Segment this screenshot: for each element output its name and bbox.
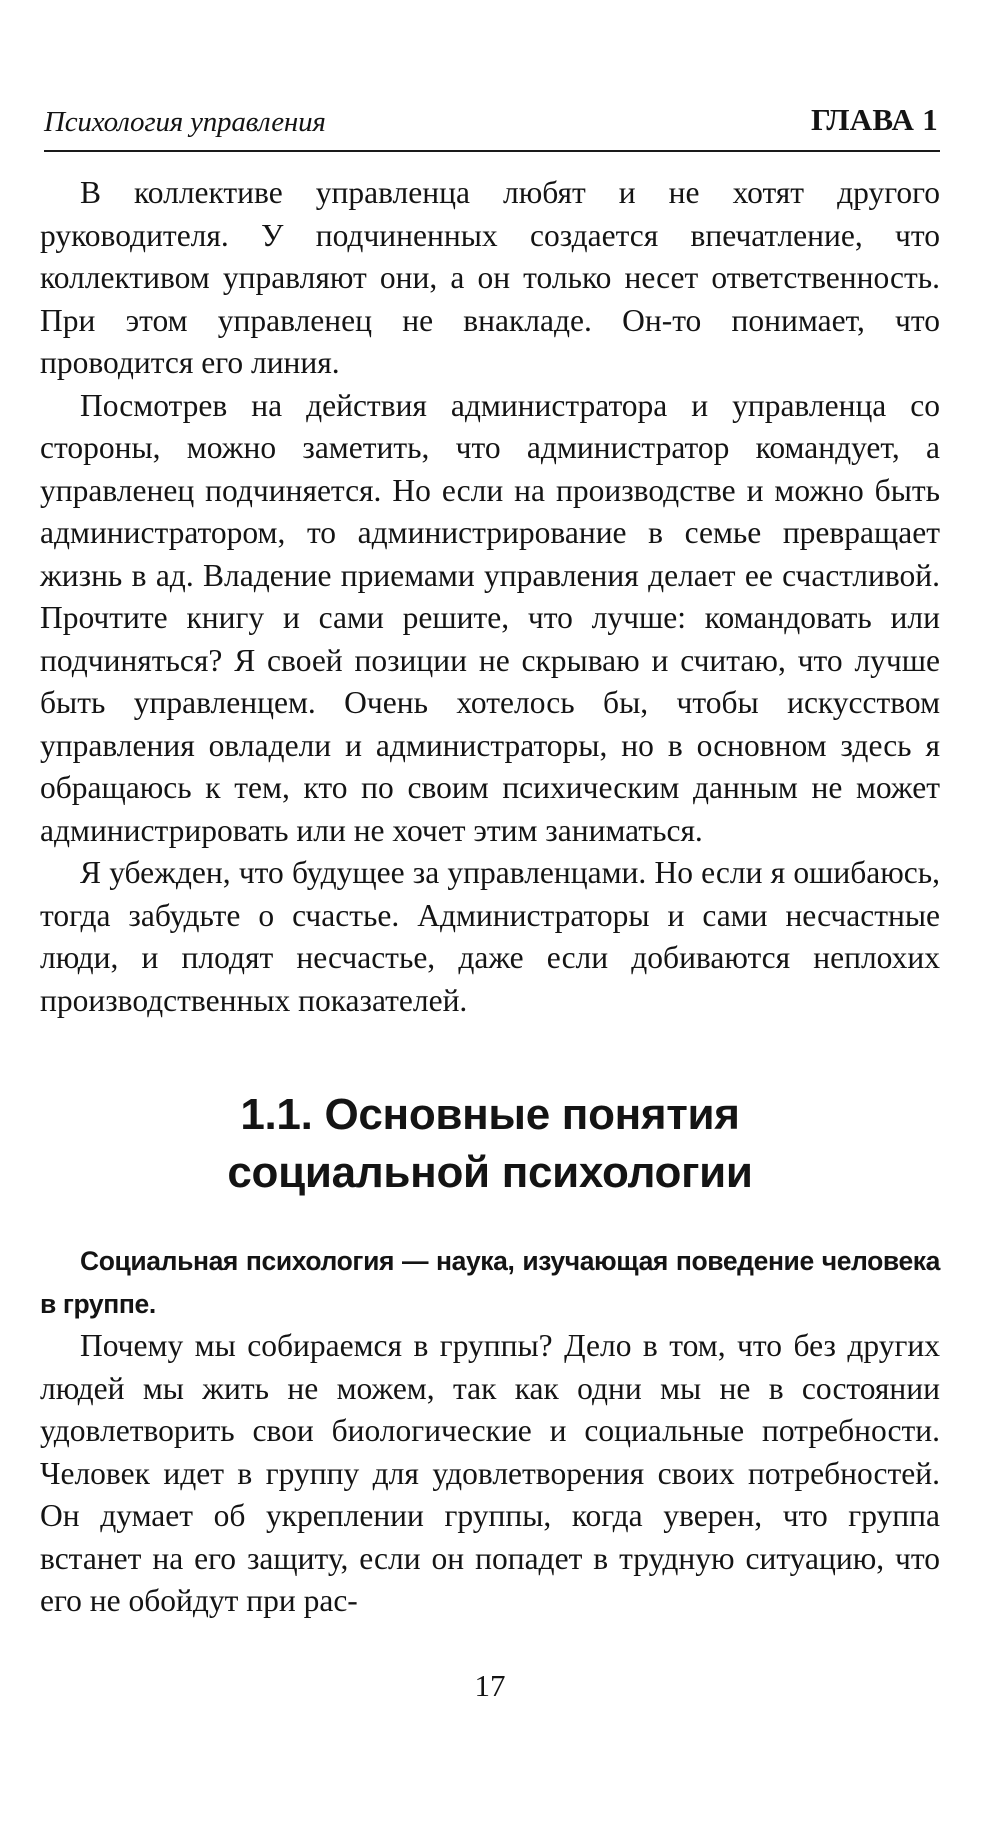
paragraph-2: Посмотрев на действия администратора и управленца со стороны, можно заметить, что администратор командует, а управленец подчиняется. Но если на производстве и можно быть администратором, то администрирование в семье превращает жизнь в ад. Владение приемами управления делает ее счастливой. Прочтите книгу и сами решите, что лучше: командовать или подчиняться? Я своей позиции не скрываю и считаю, что лучше быть управленцем. Очень хотелось бы, чтобы искусством управления овладели и администраторы, но в основном здесь я обращаюсь к тем, кто по своим психическим данным не может администрировать или не хочет этим заниматься. bbox=[40, 387, 940, 848]
section-heading-line-2: социальной психологии bbox=[227, 1148, 753, 1197]
definition-paragraph: Социальная психология — наука, изучающая поведение человека в группе. bbox=[40, 1246, 940, 1319]
body-text bbox=[40, 172, 940, 1623]
running-header-title: Психология управления bbox=[44, 106, 326, 138]
book-page bbox=[40, 0, 940, 1832]
section-heading-line-1: 1.1. Основные понятия bbox=[240, 1090, 740, 1139]
paragraph-4: Почему мы собираемся в группы? Дело в том, что без других людей мы жить не можем, так как одни мы не в состоянии удовлетворить свои биологические и социальные потребности. Человек идет в группу для удовлетворения своих потребностей. Он думает об укреплении группы, когда уверен, что группа встанет на его защиту, если он попадет в трудную ситуацию, что его не обойдут при рас- bbox=[40, 1328, 940, 1618]
paragraph-3: Я убежден, что будущее за управленцами. Но если я ошибаюсь, тогда забудьте о счастье. Администраторы и сами несчастные люди, и плодят несчастье, даже если добиваются неплохих производственных показателей. bbox=[40, 855, 940, 1018]
page-number: 17 bbox=[474, 1668, 506, 1703]
running-header bbox=[44, 100, 940, 152]
chapter-label: ГЛАВА 1 bbox=[811, 102, 938, 137]
section-heading bbox=[40, 1086, 940, 1202]
paragraph-1: В коллективе управленца любят и не хотят другого руководителя. У подчиненных создается впечатление, что коллективом управляют они, а он только несет ответственность. При этом управленец не внакладе. Он-то понимает, что проводится его линия. bbox=[40, 175, 940, 380]
